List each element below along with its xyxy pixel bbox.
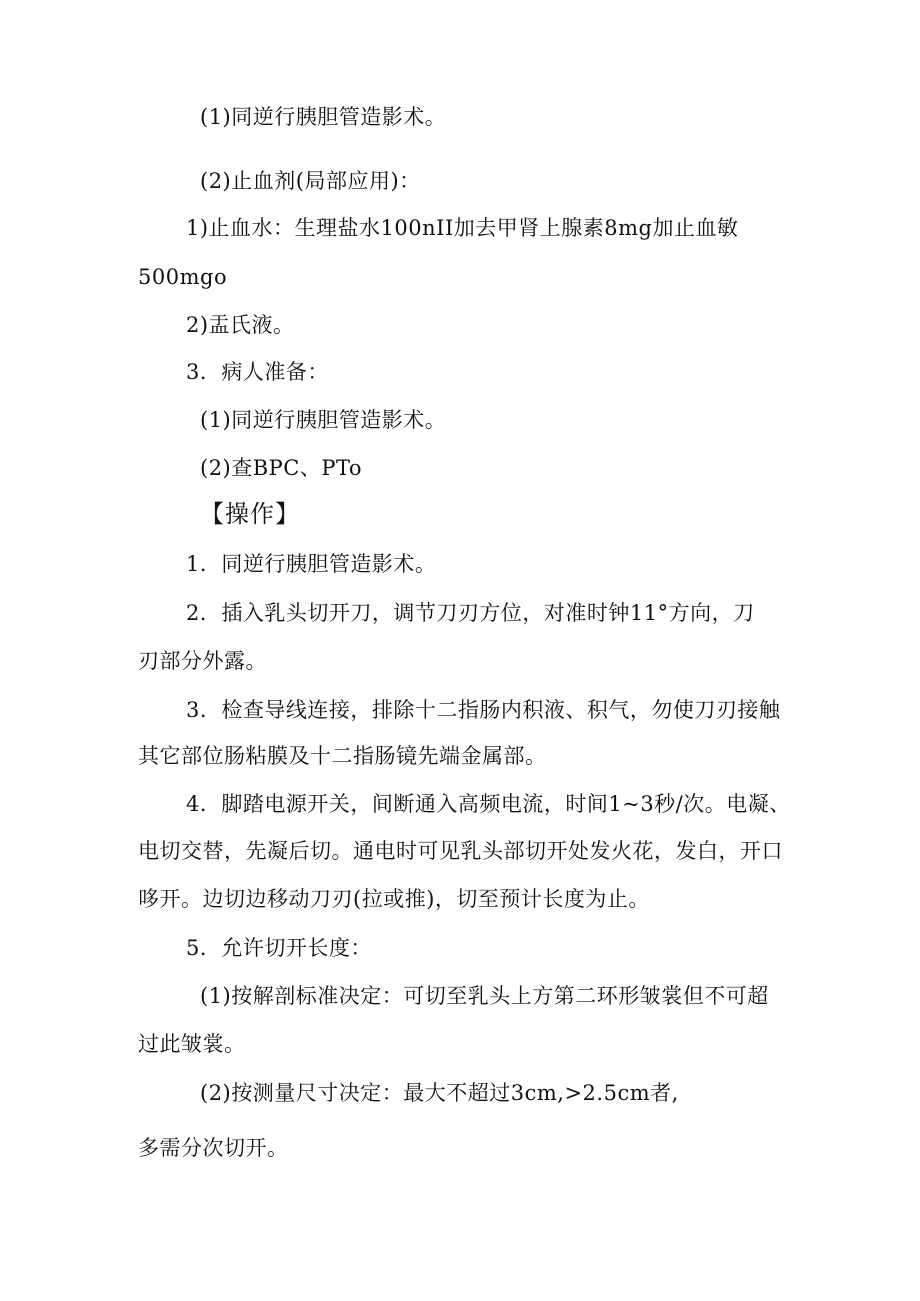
text-line: 刃部分外露。 <box>138 649 267 673</box>
section-heading: 【操作】 <box>200 500 300 528</box>
text-line: 多需分次切开。 <box>138 1136 289 1160</box>
text-line: 哆开。边切边移动刀刃(拉或推)，切至预计长度为止。 <box>138 887 650 911</box>
text-line: 500mgo <box>138 265 228 289</box>
text-line: 2)盂氏液。 <box>186 313 295 337</box>
text-line: 1．同逆行胰胆管造影术。 <box>186 552 437 576</box>
text-line: 2．插入乳头切开刀，调节刀刃方位，对准时钟11°方向，刀 <box>186 601 755 625</box>
text-line: 4．脚踏电源开关，间断通入高频电流，时间1~3秒/次。电凝、 <box>186 792 791 816</box>
text-line: 过此皱裳。 <box>138 1032 246 1056</box>
text-line: (1)同逆行胰胆管造影术。 <box>200 408 447 432</box>
text-line: (2)查BPC、PTo <box>200 456 363 480</box>
text-line: (2)按测量尺寸决定：最大不超过3cm,>2.5cm者, <box>200 1081 679 1105</box>
text-line: 3．检查导线连接，排除十二指肠内积液、积气，勿使刀刃接触 <box>186 698 781 722</box>
text-line: 电切交替，先凝后切。通电时可见乳头部切开处发火花，发白，开口 <box>138 839 783 863</box>
text-line: (1)按解剖标准决定：可切至乳头上方第二环形皱裳但不可超 <box>200 984 769 1008</box>
text-line: (2)止血剂(局部应用)： <box>200 169 421 193</box>
text-line: 1)止血水：生理盐水100nII加去甲肾上腺素8mg加止血敏 <box>186 216 739 240</box>
text-line: 3．病人准备： <box>186 360 329 384</box>
text-line: 其它部位肠粘膜及十二指肠镜先端金属部。 <box>138 744 547 768</box>
text-line: (1)同逆行胰胆管造影术。 <box>200 105 447 129</box>
text-line: 5．允许切开长度： <box>186 936 372 960</box>
